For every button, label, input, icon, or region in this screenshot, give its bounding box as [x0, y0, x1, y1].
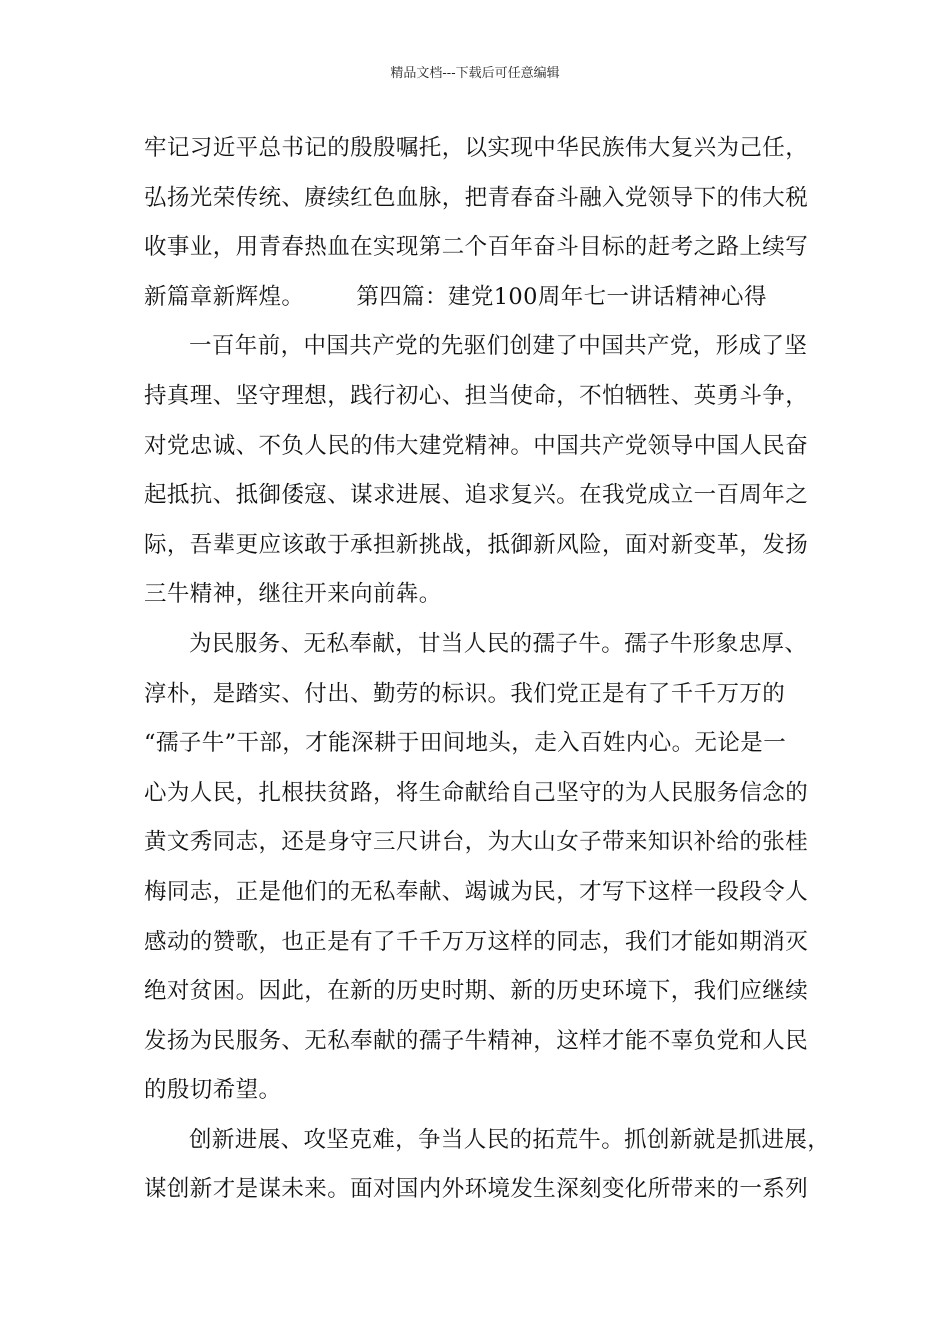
document-body [144, 124, 844, 1215]
text-line: 收事业，用青春热血在实现第二个百年奋斗目标的赶考之路上续写 [144, 234, 809, 261]
page-header: 精品文档---下载后可任意编辑 [390, 66, 560, 81]
text-line: 谋创新才是谋未来。面对国内外环境发生深刻变化所带来的一系列 [144, 1176, 809, 1203]
text-segment: 新篇章新辉煌。 [144, 283, 305, 310]
text-line-with-heading [144, 273, 844, 323]
text-line: 梅同志，正是他们的无私奉献、竭诚为民，才写下这样一段段令人 [144, 878, 809, 905]
text-line: 感动的赞歌，也正是有了千千万万这样的同志，我们才能如期消灭 [144, 928, 809, 955]
section-heading: 第四篇：建党100周年七一讲话精神心得 [356, 283, 767, 310]
text-line: 心为人民，扎根扶贫路，将生命献给自己坚守的为人民服务信念的 [144, 779, 809, 806]
paragraph-first-line: 为民服务、无私奉献，甘当人民的孺子牛。孺子牛形象忠厚、 [189, 630, 808, 657]
paragraph-first-line: 一百年前，中国共产党的先驱们创建了中国共产党，形成了坚 [189, 333, 808, 360]
text-line: 淳朴，是踏实、付出、勤劳的标识。我们党正是有了千千万万的 [144, 680, 786, 707]
text-line: 三牛精神，继往开来向前犇。 [144, 581, 442, 608]
text-line: 际，吾辈更应该敢于承担新挑战，抵御新风险，面对新变革，发扬 [144, 531, 809, 558]
text-line: 牢记习近平总书记的殷殷嘱托，以实现中华民族伟大复兴为己任， [144, 135, 809, 161]
text-line: 弘扬光荣传统、赓续红色血脉，把青春奋斗融入党领导下的伟大税 [144, 184, 809, 211]
text-line: 黄文秀同志，还是身守三尺讲台，为大山女子带来知识补给的张桂 [144, 829, 809, 856]
text-line: “孺子牛”干部，才能深耕于田间地头，走入百姓内心。无论是一 [144, 730, 787, 757]
text-line: 绝对贫困。因此，在新的历史时期、新的历史环境下，我们应继续 [144, 978, 809, 1005]
text-line: 发扬为民服务、无私奉献的孺子牛精神，这样才能不辜负党和人民 [144, 1027, 809, 1054]
text-line: 起抵抗、抵御倭寇、谋求进展、追求复兴。在我党成立一百周年之 [144, 482, 809, 509]
paragraph-first-line: 创新进展、攻坚克难，争当人民的拓荒牛。抓创新就是抓进展， [189, 1126, 831, 1153]
text-line: 持真理、坚守理想，践行初心、担当使命，不怕牺牲、英勇斗争， [144, 382, 809, 409]
text-line: 对党忠诚、不负人民的伟大建党精神。中国共产党领导中国人民奋 [144, 432, 809, 459]
text-line: 的殷切希望。 [144, 1077, 282, 1104]
